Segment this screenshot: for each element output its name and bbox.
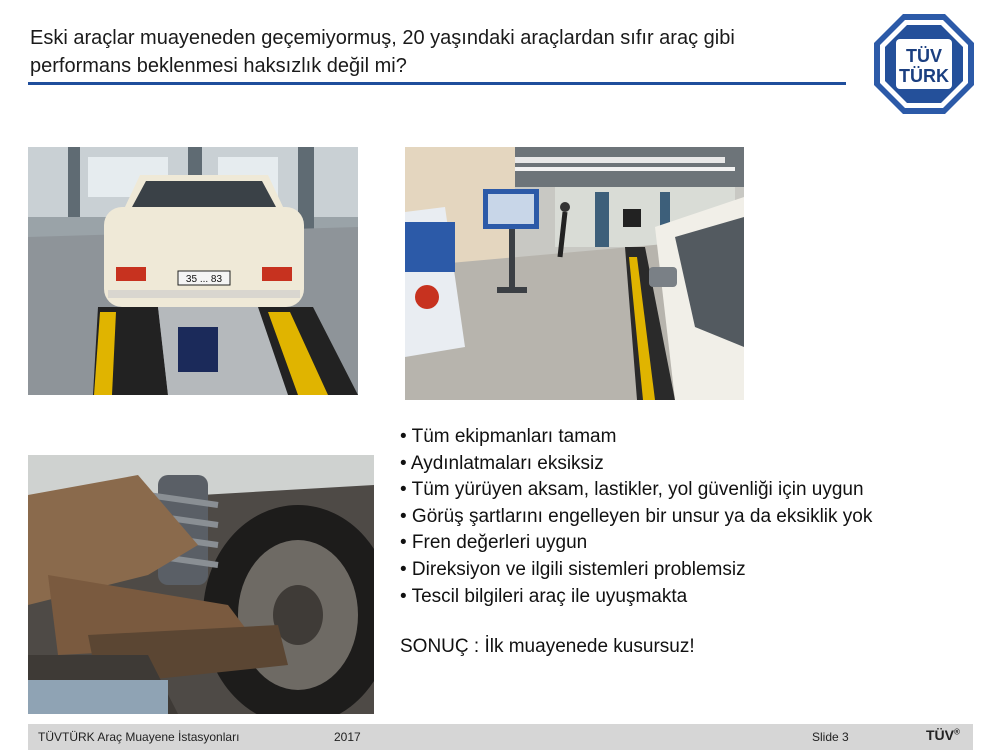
title-underline: [28, 82, 846, 85]
list-item: • Aydınlatmaları eksiksiz: [400, 452, 604, 474]
logo-line2: TÜRK: [899, 66, 949, 86]
photo-car-rear-on-lane: [28, 147, 358, 395]
footer-year: 2017: [334, 730, 361, 744]
photo-suspension-closeup: [28, 455, 374, 714]
footer-brand-logo: [926, 727, 960, 743]
footer-organization: TÜVTÜRK Araç Muayene İstasyonları: [38, 730, 240, 744]
footer-slide-number: Slide 3: [812, 730, 849, 744]
slide-footer: [28, 724, 973, 750]
registered-mark: ®: [954, 727, 960, 737]
list-item: • Görüş şartlarını engelleyen bir unsur ya da eksiklik yok: [400, 505, 873, 527]
list-item: • Direksiyon ve ilgili sistemleri problemsiz: [400, 558, 746, 580]
rear-car-plate: 35 ... 83: [185, 274, 223, 285]
tuvturk-logo: [872, 12, 976, 116]
list-item: • Fren değerleri uygun: [400, 532, 588, 554]
footer-brand-text: TÜV: [926, 727, 954, 743]
list-item: • Tüm yürüyen aksam, lastikler, yol güvenliği için uygun: [400, 479, 864, 501]
list-item: • Tüm ekipmanları tamam: [400, 426, 617, 447]
photo-inspection-hall: [405, 147, 744, 400]
findings-list: [400, 424, 990, 610]
slide-title: Eski araçlar muayeneden geçemiyormuş, 20 yaşındaki araçlardan sıfır araç gibi performans beklenmesi haksızlık değil mi?: [30, 27, 735, 77]
logo-line1: TÜV: [906, 46, 942, 66]
conclusion-text: SONUÇ : İlk muayenede kusursuz!: [400, 636, 695, 657]
list-item: • Tescil bilgileri araç ile uyuşmakta: [400, 585, 688, 607]
